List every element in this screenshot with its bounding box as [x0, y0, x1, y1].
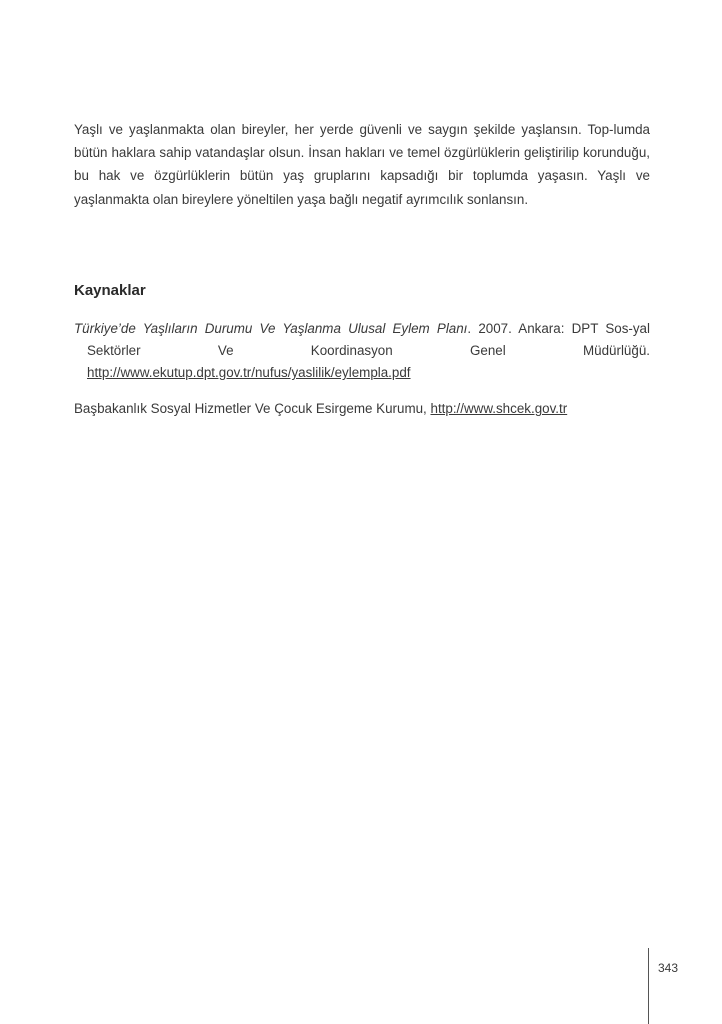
body-paragraph: Yaşlı ve yaşlanmakta olan bireyler, her yerde güvenli ve saygın şekilde yaşlansın. Top-lumda bütün haklara sahip vatandaşlar olsun. İnsan hakları ve temel özgürlüklerin geliştirilip korunduğu, bu hak ve özgürlüklerin bütün yaş gruplarını kapsadığı bir toplumda yaşasın. Yaşlı ve yaşlanmakta olan bireylere yöneltilen yaşa bağlı negatif ayrımcılık sonlansın. — [74, 122, 650, 207]
references-heading: Kaynaklar — [74, 282, 146, 299]
reference-link[interactable]: http://www.shcek.gov.tr — [430, 401, 568, 416]
reference-title: Türkiye’de Yaşlıların Durumu Ve Yaşlanma Ulusal Eylem Planı — [74, 321, 468, 336]
reference-item — [74, 318, 650, 384]
reference-details: Başbakanlık Sosyal Hizmetler Ve Çocuk Esirgeme Kurumu, — [74, 401, 431, 416]
reference-details: . 2007. Ankara: DPT Sos-yal Sektörler Ve Koordinasyon Genel Müdürlüğü. — [87, 321, 650, 358]
reference-item — [74, 398, 674, 420]
footer-divider — [648, 948, 649, 1024]
reference-link[interactable]: http://www.ekutup.dpt.gov.tr/nufus/yaslilik/eylempla.pdf — [87, 365, 411, 380]
page-number: 343 — [658, 961, 679, 975]
